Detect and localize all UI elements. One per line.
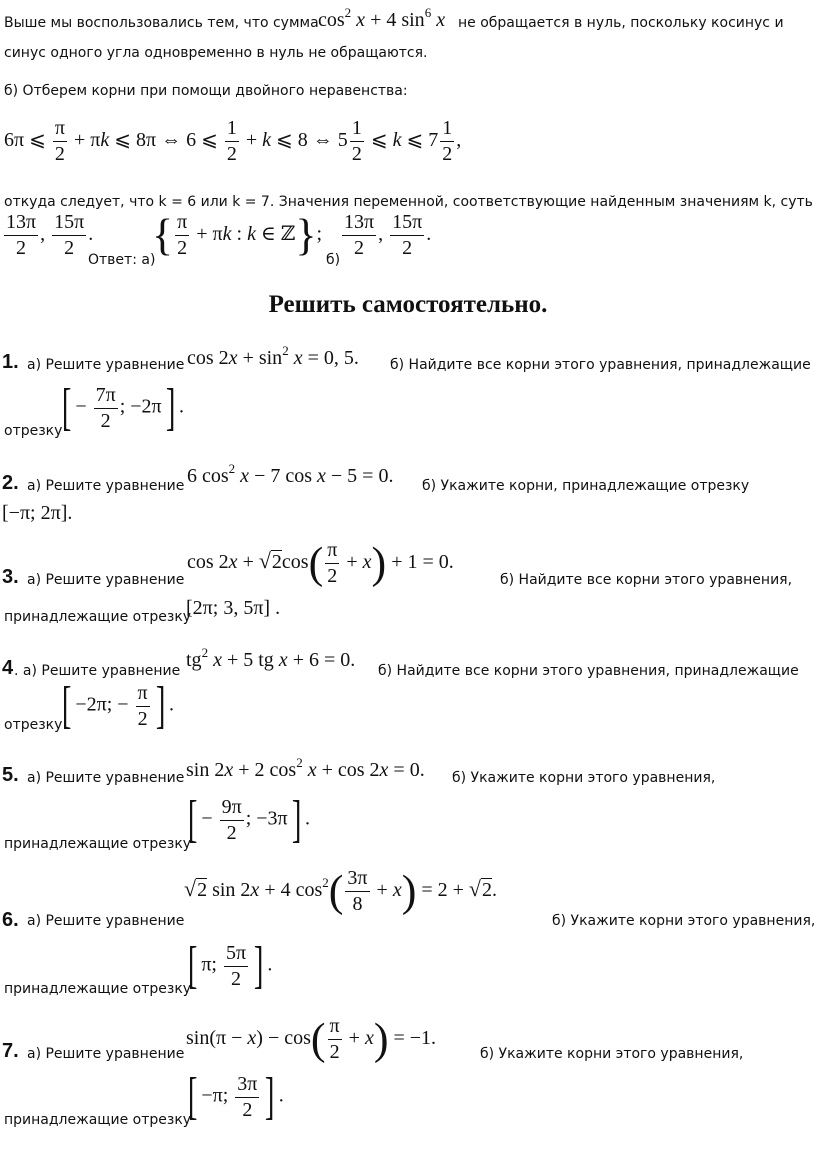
conclusion-text: откуда следует, что k = 6 или k = 7. Значения переменной, соответствующие найденным значениям k, суть <box>4 194 813 210</box>
task1-a-label: а) Решите уравнение <box>27 357 185 373</box>
task3-segment-label: принадлежащие отрезку <box>4 609 192 625</box>
intro-line2: синус одного угла одновременно в нуль не обращаются. <box>4 45 428 61</box>
task-number-2: 2. <box>2 472 19 494</box>
task5-segment-label: принадлежащие отрезку <box>4 836 192 852</box>
task7-equation: sin(π − x) − cos( $\frac{\pi}{2}$ + x) = −1. <box>186 1014 437 1064</box>
roots-values-formula: $\frac{13\pi}{2}$ , $\frac{15\pi}{2}$ . <box>6 211 94 259</box>
task-number-3: 3. <box>2 566 19 588</box>
task3-equation: cos 2x + √2cos( $\frac{\pi}{2}$ + x) + 1 = 0. <box>187 538 454 588</box>
task2-equation: 6 $\cos^2 x - 7$ cos x − 5 = 0. <box>187 461 394 487</box>
task1-segment: [ − $\frac{7\pi}{2}$ ; −2π] . <box>61 379 184 436</box>
task6-b-label: б) Укажите корни этого уравнения, <box>552 913 816 929</box>
task-number-5: 5. <box>2 764 19 786</box>
intro-line1-end: не обращается в нуль, поскольку косинус и <box>458 15 784 31</box>
task6-segment: [ π; $\frac{5\pi}{2}$ ] . <box>187 937 273 994</box>
task-number-7: 7. <box>2 1040 19 1062</box>
task5-segment: [ − $\frac{9\pi}{2}$ ; −3π] . <box>187 791 310 848</box>
task1-b-label: б) Найдите все корни этого уравнения, принадлежащие <box>390 357 811 373</box>
answer-b-formula: $\frac{13\pi}{2}$ , $\frac{15\pi}{2}$ . <box>344 211 432 259</box>
task3-b-label: б) Найдите все корни этого уравнения, <box>500 572 793 588</box>
section-heading: Решить самостоятельно. <box>268 291 548 318</box>
task1-equation: $\cos 2x + \sin^2 x = 0$, 5. <box>187 343 359 369</box>
intro-line1-start: Выше мы воспользовались тем, что сумма <box>4 15 319 31</box>
task1-segment-label: отрезку <box>4 423 63 439</box>
task-number-6: 6. <box>2 909 19 931</box>
task2-b-label: б) Укажите корни, принадлежащие отрезку <box>422 478 750 494</box>
task7-segment: [ −π; $\frac{3\pi}{2}$ ] . <box>187 1068 284 1125</box>
task7-b-label: б) Укажите корни этого уравнения, <box>480 1046 744 1062</box>
task2-a-label: а) Решите уравнение <box>27 478 185 494</box>
formula-cos2-sin6: $\cos^2 x + 4$ $\sin^6 x$ <box>318 5 446 31</box>
task7-segment-label: принадлежащие отрезку <box>4 1112 192 1128</box>
answer-b-label: б) <box>326 252 341 268</box>
task-number-1: 1. <box>2 351 19 373</box>
part-b-title: б) Отберем корни при помощи двойного неравенства: <box>4 83 408 99</box>
task3-a-label: а) Решите уравнение <box>27 572 185 588</box>
task4-a-label: . а) Решите уравнение <box>14 663 181 679</box>
task4-equation: $tg^2$ x + 5 tg x + 6 = 0. <box>186 645 356 671</box>
task6-segment-label: принадлежащие отрезку <box>4 981 192 997</box>
task4-segment-label: отрезку <box>4 717 63 733</box>
task2-segment: [−π; 2π]. <box>2 502 73 524</box>
task6-equation: √2 sin 2x + 4 $\cos^2$( $\frac{3\pi}{8}$ + x) = 2 + √2. <box>184 866 497 916</box>
task4-b-label: б) Найдите все корни этого уравнения, принадлежащие <box>378 663 799 679</box>
task7-a-label: а) Решите уравнение <box>27 1046 185 1062</box>
task6-a-label: а) Решите уравнение <box>27 913 185 929</box>
answer-a-formula: { $\frac{\pi}{2}$ + πk : k ∈ ℤ}; <box>152 210 323 260</box>
answer-a-label: Ответ: а) <box>88 252 156 268</box>
task5-a-label: а) Решите уравнение <box>27 770 185 786</box>
task4-segment: [ −2π; − $\frac{\pi}{2}$ ] . <box>61 677 174 734</box>
task3-segment: [2π; 3, 5π] . <box>186 597 281 619</box>
task5-b-label: б) Укажите корни этого уравнения, <box>452 770 716 786</box>
double-inequality-formula: 6π ⩽ $\frac{\pi}{2}$ + πk ⩽ 8π ⇔ 6 ⩽ $\frac{1}{2}$ + k ⩽ 8 ⇔ 5 $\frac{1}{2}$ ⩽ k ⩽ 7 $\frac{1}{2}$ , <box>4 117 462 165</box>
task-number-4: 4 <box>2 657 14 679</box>
task5-equation: sin 2x + 2 $\cos^2 x + \cos 2x = 0$. <box>186 755 425 781</box>
